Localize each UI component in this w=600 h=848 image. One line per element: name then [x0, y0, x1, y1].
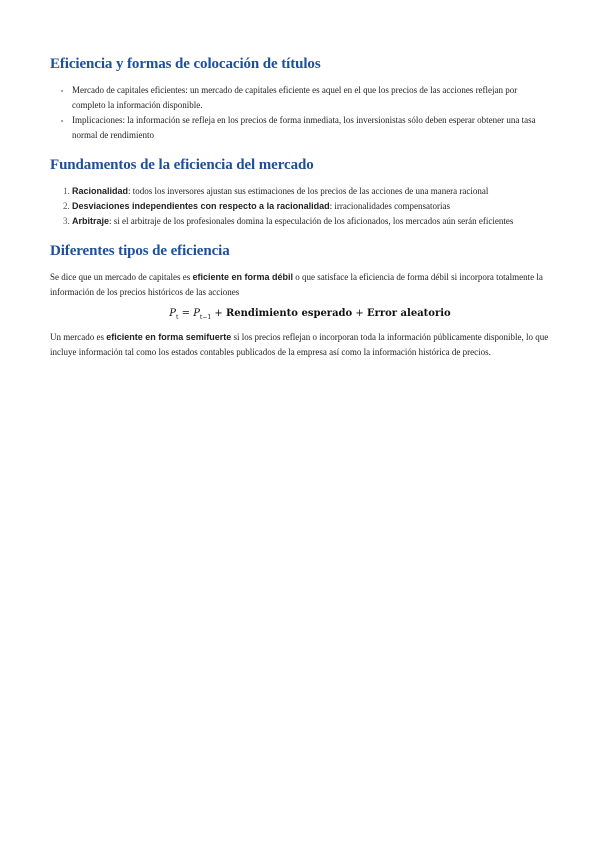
- list-item: • Implicaciones: la información se refleja en los precios de forma inmediata, los inversionistas sólo deben esperar obtener una tasa normal de rendimiento: [72, 113, 550, 143]
- formula-term: Error aleatorio: [366, 308, 451, 319]
- item-text: : si el arbitraje de los profesionales domina la especulación de los aficionados, los mercados aún serán eficientes: [109, 216, 514, 226]
- list-item: [72, 184, 550, 199]
- formula-op: +: [352, 308, 367, 319]
- list-item: • Mercado de capitales eficientes: un mercado de capitales eficiente es aquel en el que los precios de las acciones reflejan por completo la información disponible.: [72, 83, 550, 113]
- section-title-tipos: Diferentes tipos de eficiencia: [50, 243, 230, 259]
- numbered-list: [50, 184, 550, 229]
- paragraph-text: Se dice que un mercado de capitales es: [50, 272, 193, 282]
- formula-term: Rendimiento esperado: [225, 308, 353, 319]
- formula-op: =: [178, 308, 194, 319]
- list-item: [72, 199, 550, 214]
- formula-var: P: [169, 308, 177, 319]
- term-forma-semifuerte: eficiente en forma semifuerte: [106, 332, 232, 342]
- formula: [70, 308, 550, 321]
- section-title-eficiencia: Eficiencia y formas de colocación de títulos: [50, 56, 321, 72]
- section-title-fundamentos: Fundamentos de la eficiencia del mercado: [50, 157, 314, 173]
- paragraph-text: o que satisface la eficiencia de forma débil si incorpora totalmente la información de los precios históricos de las acciones: [50, 272, 543, 297]
- formula-var: P: [193, 308, 200, 319]
- formula-sub: t−1: [199, 314, 212, 321]
- term-desviaciones: Desviaciones independientes con respecto a la racionalidad: [72, 201, 330, 211]
- item-text: : irracionalidades compensatorias: [329, 201, 451, 211]
- paragraph-text: Un mercado es: [50, 332, 107, 342]
- item-text: : todos los inversores ajustan sus estimaciones de los precios de las acciones de una manera racional: [128, 186, 489, 196]
- term-racionalidad: Racionalidad: [72, 186, 129, 196]
- term-arbitraje: Arbitraje: [72, 216, 110, 226]
- formula-sub: t: [176, 314, 179, 321]
- bullet-list: [50, 83, 550, 143]
- paragraph-text: si los precios reflejan o incorporan toda la información públicamente disponible, lo que incluye información tal como los estados contables publicados de la empresa así como la información histórica de precios.: [50, 332, 549, 357]
- paragraph-forma-debil: [50, 270, 550, 300]
- document-page: [50, 56, 550, 360]
- list-item: [72, 214, 550, 229]
- paragraph-forma-semifuerte: [50, 330, 550, 360]
- term-forma-debil: eficiente en forma débil: [192, 272, 293, 282]
- formula-op: +: [211, 308, 226, 319]
